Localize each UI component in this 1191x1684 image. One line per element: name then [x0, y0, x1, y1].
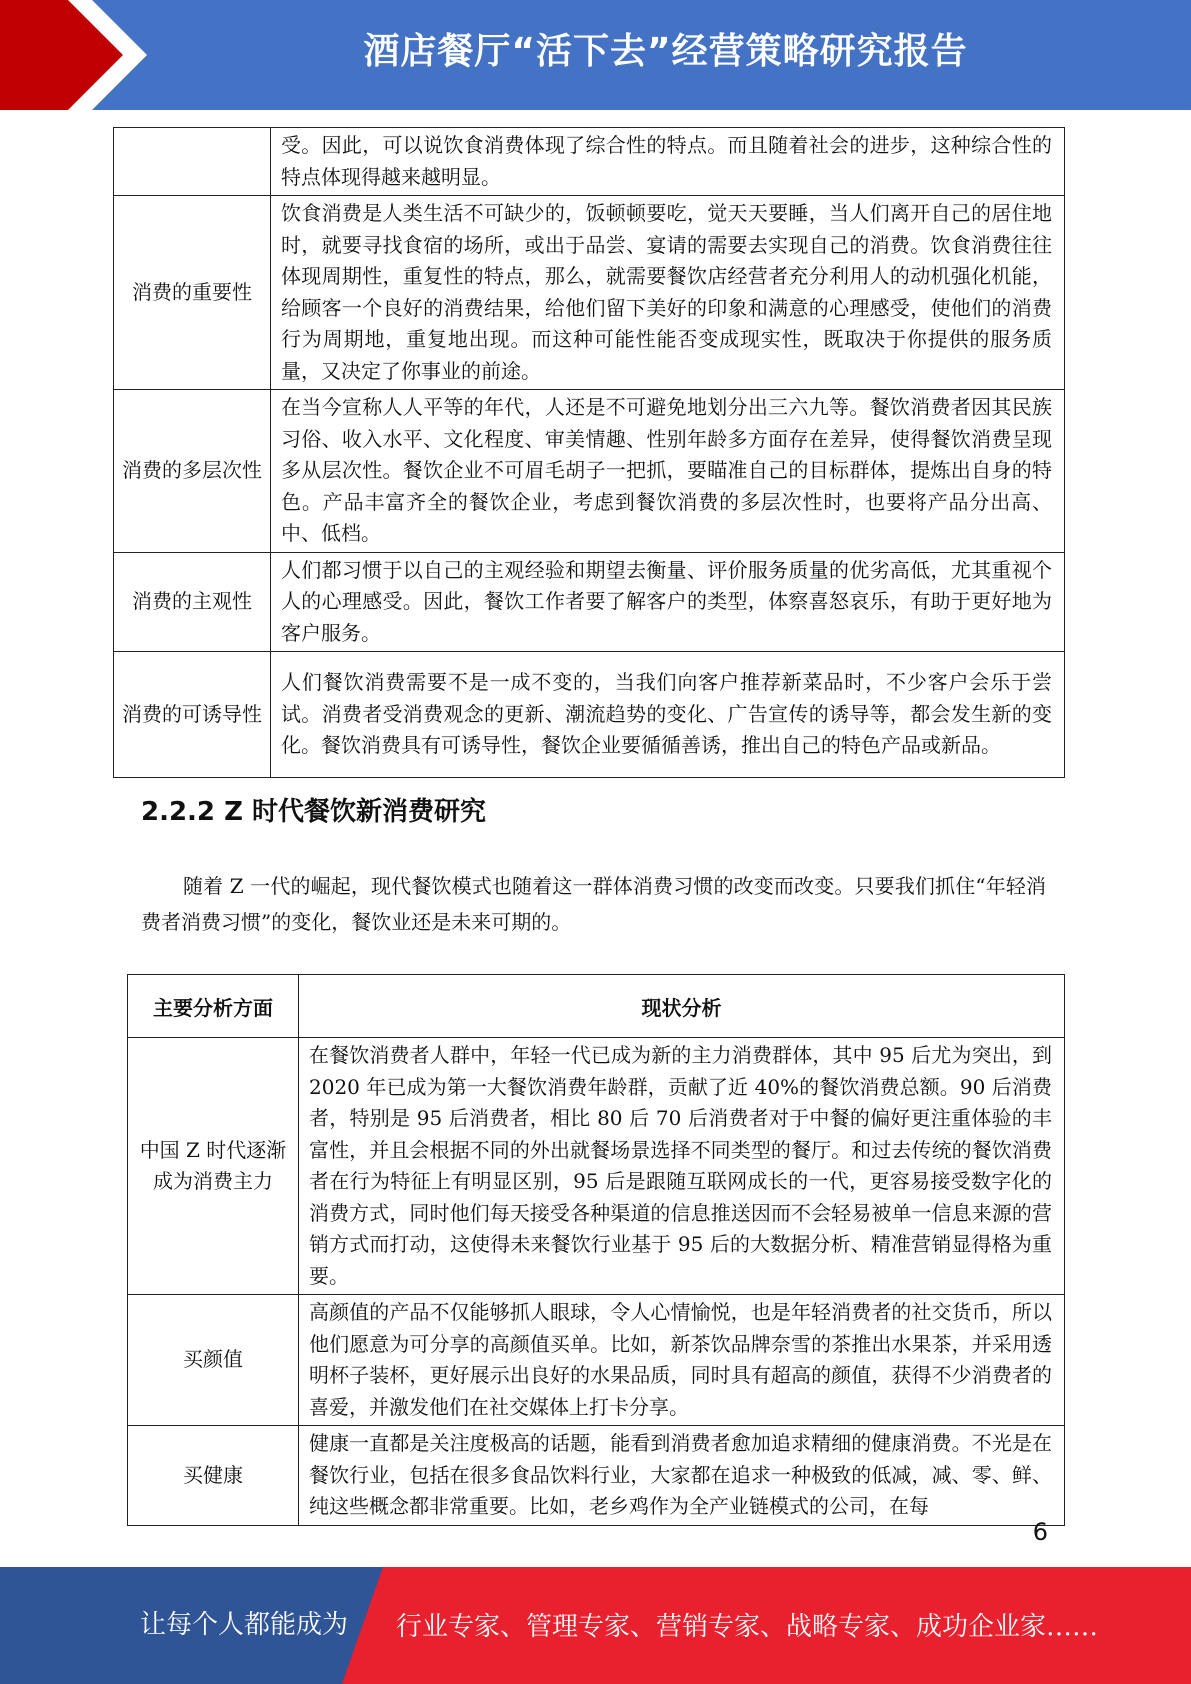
row-label: 消费的主观性 — [114, 552, 271, 652]
footer-slogan-right: 行业专家、管理专家、营销专家、战略专家、成功企业家…… — [396, 1612, 1099, 1642]
row-text: 在当今宣称人人平等的年代，人还是不可避免地划分出三六九等。餐饮消费者因其民族习俗、收入水平、文化程度、审美情趣、性别年龄多方面存在差异，使得餐饮消费呈现多从层次性。餐饮企业不可眉毛胡子一把抓，要瞄准自己的目标群体，提炼出自身的特色。产品丰富齐全的餐饮企业，考虑到餐饮消费的多层次性时，也要将产品分出高、中、低档。 — [271, 390, 1065, 553]
z-generation-analysis-table — [127, 974, 1065, 1526]
column-header-analysis: 现状分析 — [299, 975, 1065, 1038]
column-header-aspect: 主要分析方面 — [128, 975, 299, 1038]
row-text: 人们餐饮消费需要不是一成不变的，当我们向客户推荐新菜品时，不少客户会乐于尝试。消费者受消费观念的更新、潮流趋势的变化、广告宣传的诱导等，都会发生新的变化。餐饮消费具有可诱导性，餐饮企业要循循善诱，推出自己的特色产品或新品。 — [271, 652, 1065, 778]
row-text: 饮食消费是人类生活不可缺少的，饭顿顿要吃，觉天天要睡，当人们离开自己的居住地时，就要寻找食宿的场所，或出于品尝、宴请的需要去实现自己的消费。饮食消费往往体现周期性，重复性的特点，那么，就需要餐饮店经营者充分利用人的动机强化机能，给顾客一个良好的消费结果，给他们留下美好的印象和满意的心理感受，使他们的消费行为周期地，重复地出现。而这种可能性能否变成现实性，既取决于你提供的服务质量，又决定了你事业的前途。 — [271, 196, 1065, 390]
page-number: 6 — [1032, 1518, 1048, 1546]
row-label: 中国 Z 时代逐渐成为消费主力 — [128, 1038, 299, 1295]
table-row — [114, 128, 1065, 196]
table-header-row — [128, 975, 1065, 1038]
row-text: 高颜值的产品不仅能够抓人眼球，令人心情愉悦，也是年轻消费者的社交货币，所以他们愿意为可分享的高颜值买单。比如，新茶饮品牌奈雪的茶推出水果茶，并采用透明杯子装杯，更好展示出良好的水果品质，同时具有超高的颜值，获得不少消费者的喜爱，并激发他们在社交媒体上打卡分享。 — [299, 1295, 1065, 1426]
footer-slogan-left: 让每个人都能成为 — [140, 1610, 349, 1640]
row-text: 人们都习惯于以自己的主观经验和期望去衡量、评价服务质量的优劣高低，尤其重视个人的心理感受。因此，餐饮工作者要了解客户的类型，体察喜怒哀乐，有助于更好地为客户服务。 — [271, 552, 1065, 652]
row-text: 受。因此，可以说饮食消费体现了综合性的特点。而且随着社会的进步，这种综合性的特点体现得越来越明显。 — [271, 128, 1065, 196]
page-header — [0, 0, 1191, 110]
table-row — [128, 1038, 1065, 1295]
row-label: 买颜值 — [128, 1295, 299, 1426]
consumption-characteristics-table — [113, 127, 1065, 778]
row-label: 消费的重要性 — [114, 196, 271, 390]
table-row — [128, 1295, 1065, 1426]
table-row — [114, 196, 1065, 390]
header-chevron-decoration — [0, 0, 150, 110]
row-label: 消费的可诱导性 — [114, 652, 271, 778]
table-row — [114, 652, 1065, 778]
row-label — [114, 128, 271, 196]
section-paragraph: 随着 Z 一代的崛起，现代餐饮模式也随着这一群体消费习惯的改变而改变。只要我们抓住“年轻消费者消费习惯”的变化，餐饮业还是未来可期的。 — [141, 874, 1046, 934]
row-label: 消费的多层次性 — [114, 390, 271, 553]
row-text: 在餐饮消费者人群中，年轻一代已成为新的主力消费群体，其中 95 后尤为突出，到 2020 年已成为第一大餐饮消费年龄群，贡献了近 40%的餐饮消费总额。90 后消费者，特别是 95 后消费者，相比 80 后 70 后消费者对于中餐的偏好更注重体验的丰富性，并且会根据不同的外出就餐场景选择不同类型的餐厅。和过去传统的餐饮消费者在行为特征上有明显区别，95 后是跟随互联网成长的一代，更容易接受数字化的消费方式，同时他们每天接受各种渠道的信息推送因而不会轻易被单一信息来源的营销方式而打动，这使得未来餐饮行业基于 95 后的大数据分析、精准营销显得格为重要。 — [299, 1038, 1065, 1295]
section-heading: 2.2.2 Z 时代餐饮新消费研究 — [141, 797, 486, 827]
table-row — [128, 1426, 1065, 1526]
table-row — [114, 390, 1065, 553]
row-text: 健康一直都是关注度极高的话题，能看到消费者愈加追求精细的健康消费。不光是在餐饮行业，包括在很多食品饮料行业，大家都在追求一种极致的低减，减、零、鲜、纯这些概念都非常重要。比如，老乡鸡作为全产业链模式的公司，在每 — [299, 1426, 1065, 1526]
table-row — [114, 552, 1065, 652]
report-title: 酒店餐厅“活下去”经营策略研究报告 — [363, 31, 968, 72]
row-label: 买健康 — [128, 1426, 299, 1526]
page-footer — [0, 1567, 1191, 1684]
